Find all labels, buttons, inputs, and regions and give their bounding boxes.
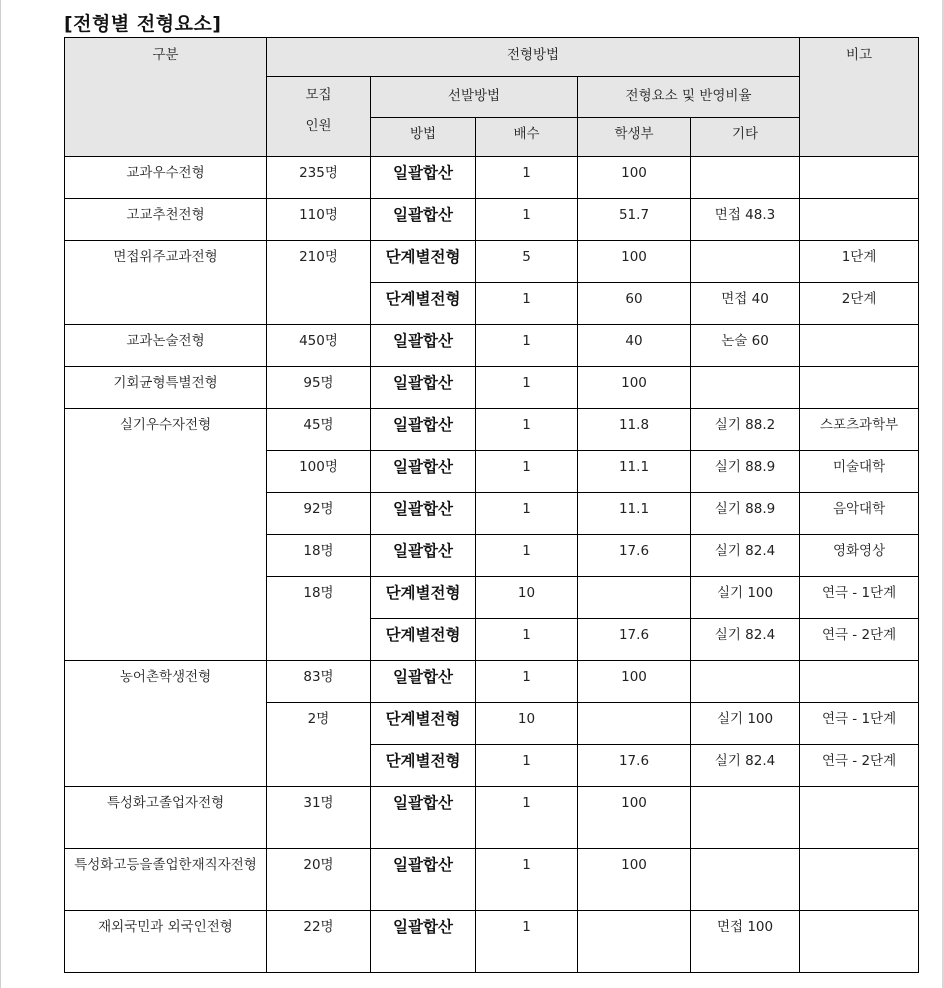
cell-other [691,661,800,703]
page-left-border [0,0,1,988]
cell-recruit: 31명 [267,787,371,849]
header-recruit [267,77,371,157]
cell-multiple: 1 [476,283,578,325]
cell-multiple: 1 [476,199,578,241]
table-row [65,409,919,451]
cell-recruit: 100명 [267,451,371,493]
cell-record: 11.8 [578,409,691,451]
cell-recruit: 83명 [267,661,371,703]
table-row [65,911,919,973]
cell-note: 영화영상 [800,535,919,577]
cell-other: 실기 100 [691,577,800,619]
header-record: 학생부 [578,118,691,157]
header-method: 전형방법 [267,38,800,77]
cell-other: 면접 40 [691,283,800,325]
cell-record: 11.1 [578,451,691,493]
cell-type: 특성화고등을졸업한재직자전형 [65,849,267,911]
cell-other: 논술 60 [691,325,800,367]
cell-record: 17.6 [578,619,691,661]
header-recruit-line2: 인원 [305,118,332,134]
cell-way: 단계별전형 [371,703,476,745]
cell-other: 실기 82.4 [691,619,800,661]
header-recruit-line1: 모집 [305,87,332,103]
cell-other [691,367,800,409]
table-row [65,787,919,849]
header-elements: 전형요소 및 반영비율 [578,77,800,118]
header-other: 기타 [691,118,800,157]
cell-recruit: 18명 [267,535,371,577]
cell-note [800,199,919,241]
cell-multiple: 1 [476,911,578,973]
cell-type: 재외국민과 외국인전형 [65,911,267,973]
cell-recruit: 22명 [267,911,371,973]
section-title: [전형별 전형요소] [64,13,222,35]
cell-multiple: 1 [476,367,578,409]
cell-way: 일괄합산 [371,157,476,199]
header-gubun: 구분 [65,38,267,157]
cell-way: 일괄합산 [371,325,476,367]
cell-note [800,849,919,911]
cell-note: 연극 - 2단계 [800,619,919,661]
cell-multiple: 1 [476,409,578,451]
cell-type: 교과논술전형 [65,325,267,367]
cell-other: 실기 88.2 [691,409,800,451]
cell-recruit: 450명 [267,325,371,367]
cell-record: 100 [578,849,691,911]
cell-other: 면접 100 [691,911,800,973]
cell-multiple: 10 [476,703,578,745]
cell-multiple: 1 [476,325,578,367]
cell-recruit: 45명 [267,409,371,451]
cell-note [800,367,919,409]
cell-way: 단계별전형 [371,577,476,619]
cell-recruit: 210명 [267,241,371,325]
cell-multiple: 1 [476,535,578,577]
header-selection: 선발방법 [371,77,578,118]
cell-note: 연극 - 2단계 [800,745,919,787]
cell-record [578,703,691,745]
cell-multiple: 1 [476,493,578,535]
cell-record: 100 [578,661,691,703]
cell-record: 17.6 [578,535,691,577]
cell-multiple: 1 [476,849,578,911]
cell-record: 100 [578,157,691,199]
cell-way: 일괄합산 [371,911,476,973]
cell-record [578,911,691,973]
cell-recruit: 235명 [267,157,371,199]
header-way: 방법 [371,118,476,157]
cell-note: 스포츠과학부 [800,409,919,451]
cell-record: 51.7 [578,199,691,241]
cell-other [691,241,800,283]
header-note: 비고 [800,38,919,157]
cell-type: 농어촌학생전형 [65,661,267,787]
cell-type: 특성화고졸업자전형 [65,787,267,849]
cell-note [800,157,919,199]
header-multiple: 배수 [476,118,578,157]
cell-recruit: 110명 [267,199,371,241]
cell-note: 2단계 [800,283,919,325]
cell-way: 일괄합산 [371,199,476,241]
cell-multiple: 5 [476,241,578,283]
cell-record: 60 [578,283,691,325]
cell-way: 일괄합산 [371,493,476,535]
cell-note [800,661,919,703]
table-row [65,661,919,703]
cell-recruit: 92명 [267,493,371,535]
table-row [65,199,919,241]
cell-other [691,787,800,849]
cell-other [691,849,800,911]
cell-record: 17.6 [578,745,691,787]
cell-note: 미술대학 [800,451,919,493]
cell-other: 면접 48.3 [691,199,800,241]
cell-way: 일괄합산 [371,535,476,577]
cell-way: 단계별전형 [371,283,476,325]
table-row [65,241,919,283]
cell-record: 100 [578,787,691,849]
cell-multiple: 1 [476,661,578,703]
cell-other: 실기 100 [691,703,800,745]
cell-type: 고교추천전형 [65,199,267,241]
cell-multiple: 10 [476,577,578,619]
cell-type: 기회균형특별전형 [65,367,267,409]
cell-way: 단계별전형 [371,619,476,661]
cell-other: 실기 88.9 [691,451,800,493]
cell-record: 100 [578,241,691,283]
cell-recruit: 18명 [267,577,371,661]
cell-multiple: 1 [476,157,578,199]
cell-multiple: 1 [476,745,578,787]
cell-recruit: 20명 [267,849,371,911]
cell-multiple: 1 [476,787,578,849]
cell-way: 단계별전형 [371,745,476,787]
cell-way: 일괄합산 [371,367,476,409]
cell-other: 실기 82.4 [691,745,800,787]
table-row [65,367,919,409]
cell-other: 실기 88.9 [691,493,800,535]
cell-record: 100 [578,367,691,409]
cell-way: 일괄합산 [371,787,476,849]
cell-way: 일괄합산 [371,409,476,451]
table-row [65,157,919,199]
cell-type: 면접위주교과전형 [65,241,267,325]
cell-note: 1단계 [800,241,919,283]
cell-way: 일괄합산 [371,661,476,703]
cell-way: 일괄합산 [371,451,476,493]
cell-multiple: 1 [476,619,578,661]
cell-note: 음악대학 [800,493,919,535]
table-row [65,325,919,367]
cell-note: 연극 - 1단계 [800,577,919,619]
cell-note [800,911,919,973]
cell-other: 실기 82.4 [691,535,800,577]
cell-other [691,157,800,199]
cell-type: 실기우수자전형 [65,409,267,661]
cell-record [578,577,691,619]
cell-note [800,787,919,849]
cell-type: 교과우수전형 [65,157,267,199]
admission-elements-table [64,37,919,973]
cell-recruit: 2명 [267,703,371,787]
cell-recruit: 95명 [267,367,371,409]
cell-multiple: 1 [476,451,578,493]
table-row [65,849,919,911]
cell-note: 연극 - 1단계 [800,703,919,745]
cell-record: 40 [578,325,691,367]
cell-note [800,325,919,367]
cell-record: 11.1 [578,493,691,535]
cell-way: 단계별전형 [371,241,476,283]
cell-way: 일괄합산 [371,849,476,911]
